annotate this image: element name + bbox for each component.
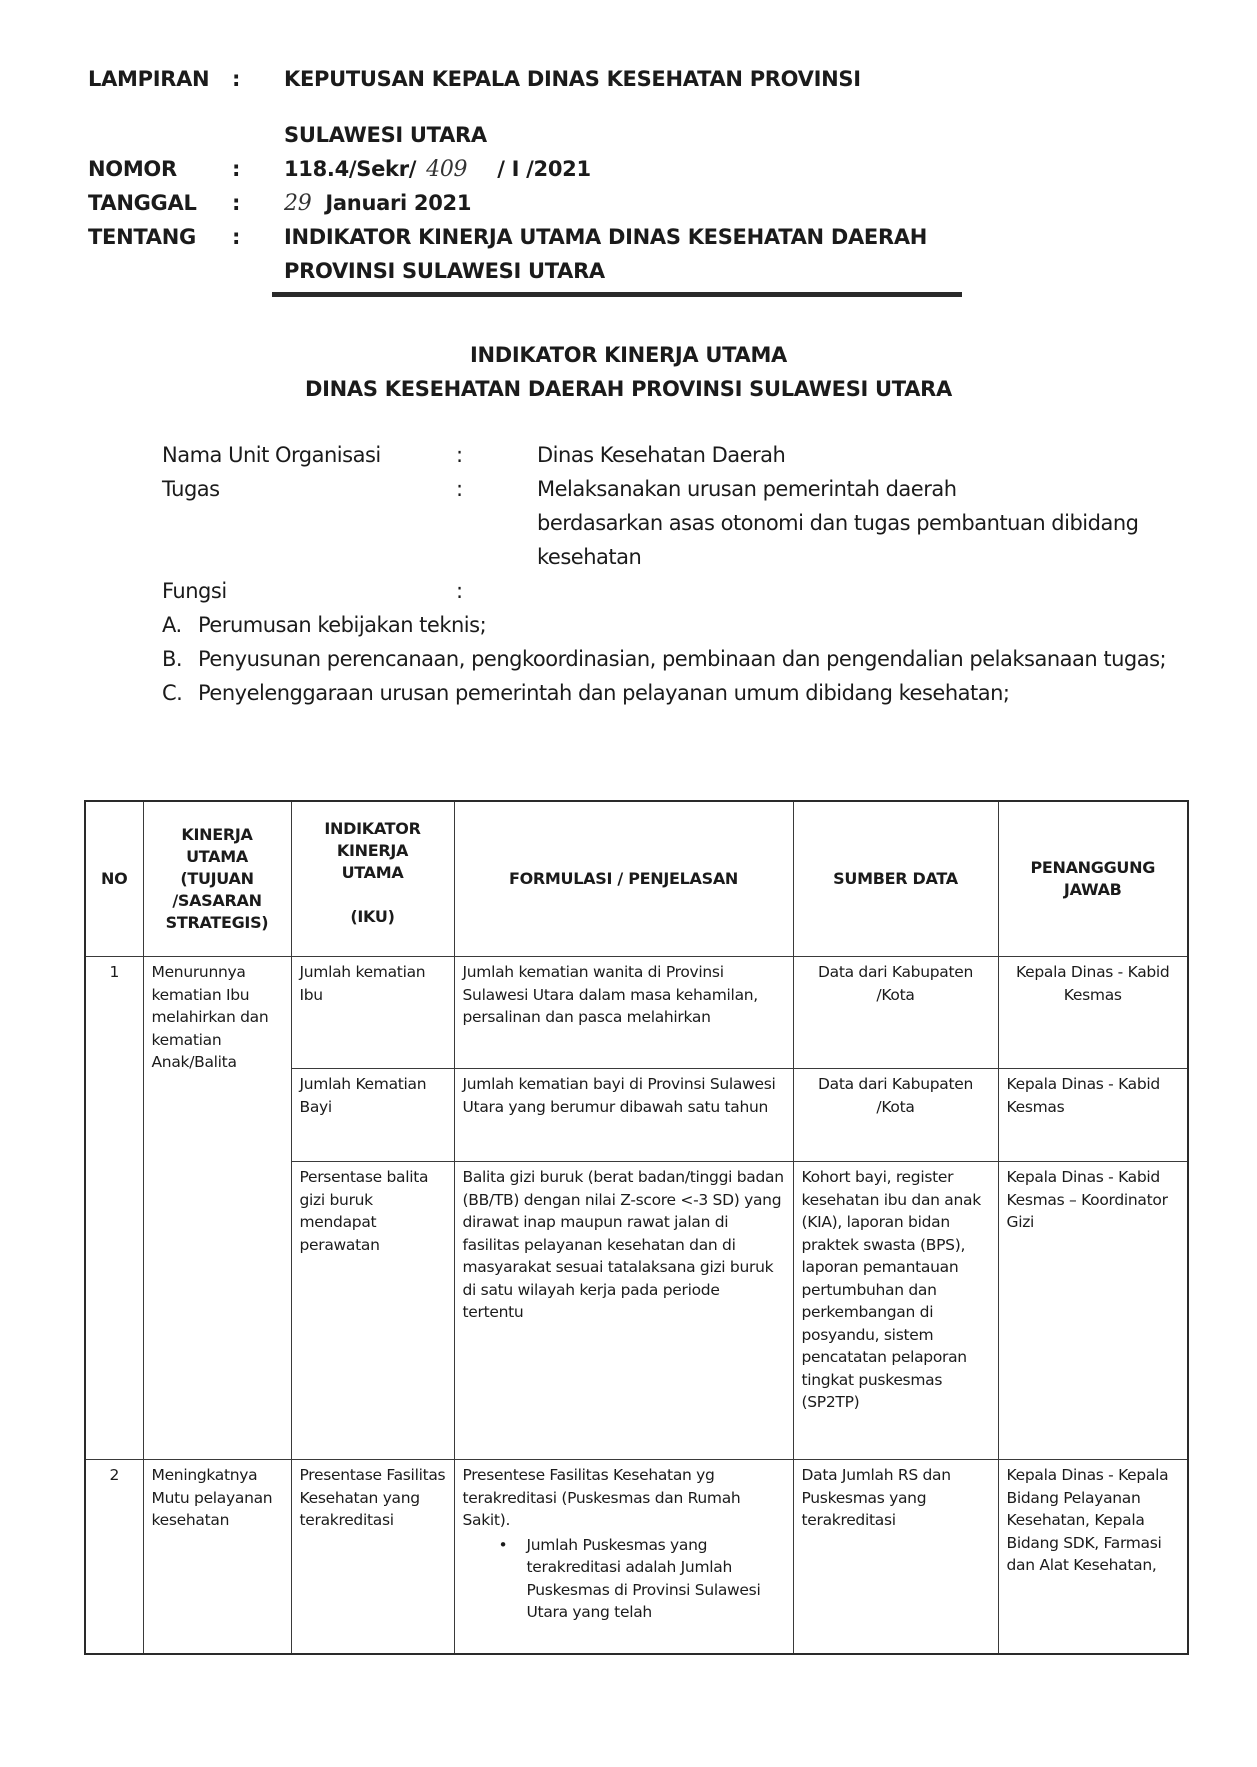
cell-penanggung-jawab: Kepala Dinas - Kabid Kesmas xyxy=(998,1069,1188,1162)
cell-penanggung-jawab: Kepala Dinas - Kabid Kesmas xyxy=(998,957,1188,1069)
fungsi-letter: A. xyxy=(162,613,182,637)
document-title-line1: INDIKATOR KINERJA UTAMA xyxy=(470,343,787,367)
cell-no: 1 xyxy=(85,957,143,1460)
lampiran-value-line1: KEPUTUSAN KEPALA DINAS KESEHATAN PROVINSI xyxy=(284,67,861,91)
header-text: PENANGGUNG xyxy=(1030,858,1156,877)
tentang-label: TENTANG xyxy=(88,225,196,249)
formulasi-text: Presentese Fasilitas Kesehatan yg terakreditasi (Puskesmas dan Rumah Sakit). xyxy=(462,1466,741,1529)
tugas-value xyxy=(537,472,1222,574)
colon: : xyxy=(232,157,241,181)
cell-iku: Jumlah Kematian Bayi xyxy=(291,1069,454,1162)
tanggal-row xyxy=(88,186,1188,220)
header-text: STRATEGIS) xyxy=(165,913,269,932)
document-title xyxy=(0,338,1257,406)
tugas-row xyxy=(162,472,1222,574)
header-no: NO xyxy=(85,801,143,957)
header-kinerja-utama xyxy=(143,801,291,957)
tanggal-month-year: Januari 2021 xyxy=(325,191,472,215)
cell-formulasi: Balita gizi buruk (berat badan/tinggi badan (BB/TB) dengan nilai Z-score <-3 SD) yang dirawat inap maupun rawat jalan di fasilitas pelayanan kesehatan dan di masyarakat sesuai tatalaksana gizi buruk di satu wilayah kerja pada periode tertentu xyxy=(454,1162,793,1460)
unit-row xyxy=(162,438,1222,472)
cell-penanggung-jawab: Kepala Dinas - Kepala Bidang Pelayanan Kesehatan, Kepala Bidang SDK, Farmasi dan Alat Kesehatan, xyxy=(998,1460,1188,1654)
colon: : xyxy=(232,67,241,91)
unit-label: Nama Unit Organisasi xyxy=(162,443,381,467)
cell-formulasi xyxy=(454,1460,793,1654)
fungsi-label: Fungsi xyxy=(162,579,227,603)
formulasi-bullet-text: Jumlah Puskesmas yang terakreditasi adalah Jumlah Puskesmas di Provinsi Sulawesi Utara yang telah xyxy=(526,1535,761,1621)
nomor-suffix: / I /2021 xyxy=(497,157,591,181)
info-block xyxy=(162,438,1222,710)
fungsi-letter: B. xyxy=(162,647,183,671)
cell-sumber-data: Kohort bayi, register kesehatan ibu dan anak (KIA), laporan bidan praktek swasta (BPS), laporan pemantauan pertumbuhan dan perkembangan di posyandu, sistem pencatatan pelaporan tingkat puskesmas (SP2TP) xyxy=(793,1162,998,1460)
cell-penanggung-jawab: Kepala Dinas - Kabid Kesmas – Koordinator Gizi xyxy=(998,1162,1188,1460)
cell-formulasi: Jumlah kematian bayi di Provinsi Sulawesi Utara yang berumur dibawah satu tahun xyxy=(454,1069,793,1162)
fungsi-text: Perumusan kebijakan teknis; xyxy=(198,613,487,637)
colon: : xyxy=(456,477,463,501)
table-header-row xyxy=(85,801,1188,957)
header-text: UTAMA xyxy=(186,847,248,866)
lampiran-value-line2: SULAWESI UTARA xyxy=(284,123,487,147)
tentang-value-line2: PROVINSI SULAWESI UTARA xyxy=(284,259,605,283)
header-sumber-data: SUMBER DATA xyxy=(793,801,998,957)
header-text: (IKU) xyxy=(350,907,395,926)
tugas-value-line1: Melaksanakan urusan pemerintah daerah xyxy=(537,477,957,501)
nomor-label: NOMOR xyxy=(88,157,177,181)
cell-sumber-data: Data dari Kabupaten /Kota xyxy=(793,957,998,1069)
header-text: UTAMA xyxy=(341,863,404,882)
fungsi-text: Penyusunan perencanaan, pengkoordinasian, pembinaan dan pengendalian pelaksanaan tugas; xyxy=(198,647,1167,671)
header-divider xyxy=(272,292,962,297)
header-text: /SASARAN xyxy=(172,891,262,910)
tanggal-handwritten-day: 29 xyxy=(284,191,312,216)
header-penanggung-jawab xyxy=(998,801,1188,957)
iku-table xyxy=(84,800,1189,1655)
formulasi-bullet-item xyxy=(463,1534,785,1624)
unit-value: Dinas Kesehatan Daerah xyxy=(537,443,786,467)
tanggal-label: TANGGAL xyxy=(88,191,197,215)
colon: : xyxy=(232,225,241,249)
header-block xyxy=(88,62,1188,297)
cell-sumber-data: Data dari Kabupaten /Kota xyxy=(793,1069,998,1162)
colon: : xyxy=(232,191,241,215)
header-text: KINERJA xyxy=(181,825,253,844)
cell-iku: Presentase Fasilitas Kesehatan yang terakreditasi xyxy=(291,1460,454,1654)
nomor-row xyxy=(88,152,1188,186)
tentang-value-line1: INDIKATOR KINERJA UTAMA DINAS KESEHATAN DAERAH xyxy=(284,225,928,249)
colon: : xyxy=(456,443,463,467)
cell-kinerja: Meningkatnya Mutu pelayanan kesehatan xyxy=(143,1460,291,1654)
tugas-value-line3: kesehatan xyxy=(537,545,642,569)
bullet-icon: • xyxy=(498,1535,508,1554)
header-iku xyxy=(291,801,454,957)
header-text: INDIKATOR xyxy=(324,819,421,838)
fungsi-text: Penyelenggaraan urusan pemerintah dan pelayanan umum dibidang kesehatan; xyxy=(198,681,1010,705)
nomor-value xyxy=(284,152,1188,187)
cell-kinerja: Menurunnya kematian Ibu melahirkan dan kematian Anak/Balita xyxy=(143,957,291,1460)
fungsi-row xyxy=(162,574,1222,608)
header-text: KINERJA xyxy=(336,841,409,860)
fungsi-item xyxy=(162,642,1222,676)
lampiran-row-2 xyxy=(88,118,1188,152)
table-row xyxy=(85,957,1188,1069)
header-formulasi: FORMULASI / PENJELASAN xyxy=(454,801,793,957)
tugas-value-line2: berdasarkan asas otonomi dan tugas pembantuan dibidang xyxy=(537,511,1139,535)
fungsi-item xyxy=(162,676,1222,710)
cell-no: 2 xyxy=(85,1460,143,1654)
lampiran-row xyxy=(88,62,1188,96)
tanggal-value xyxy=(284,186,1188,221)
nomor-prefix: 118.4/Sekr/ xyxy=(284,157,417,181)
header-text: JAWAB xyxy=(1063,880,1122,899)
cell-iku: Jumlah kematian Ibu xyxy=(291,957,454,1069)
fungsi-list xyxy=(162,608,1222,710)
cell-formulasi: Jumlah kematian wanita di Provinsi Sulawesi Utara dalam masa kehamilan, persalinan dan pasca melahirkan xyxy=(454,957,793,1069)
nomor-handwritten: 409 xyxy=(426,157,468,182)
fungsi-letter: C. xyxy=(162,681,183,705)
lampiran-label: LAMPIRAN xyxy=(88,67,210,91)
colon: : xyxy=(456,579,463,603)
cell-sumber-data: Data Jumlah RS dan Puskesmas yang terakreditasi xyxy=(793,1460,998,1654)
spacer xyxy=(537,574,1222,608)
tugas-label: Tugas xyxy=(162,477,220,501)
header-text: (TUJUAN xyxy=(180,869,254,888)
fungsi-item xyxy=(162,608,1222,642)
table-row xyxy=(85,1460,1188,1654)
cell-iku: Persentase balita gizi buruk mendapat perawatan xyxy=(291,1162,454,1460)
tentang-row xyxy=(88,220,1188,254)
tentang-row-2 xyxy=(88,254,1188,288)
document-title-line2: DINAS KESEHATAN DAERAH PROVINSI SULAWESI UTARA xyxy=(305,377,952,401)
